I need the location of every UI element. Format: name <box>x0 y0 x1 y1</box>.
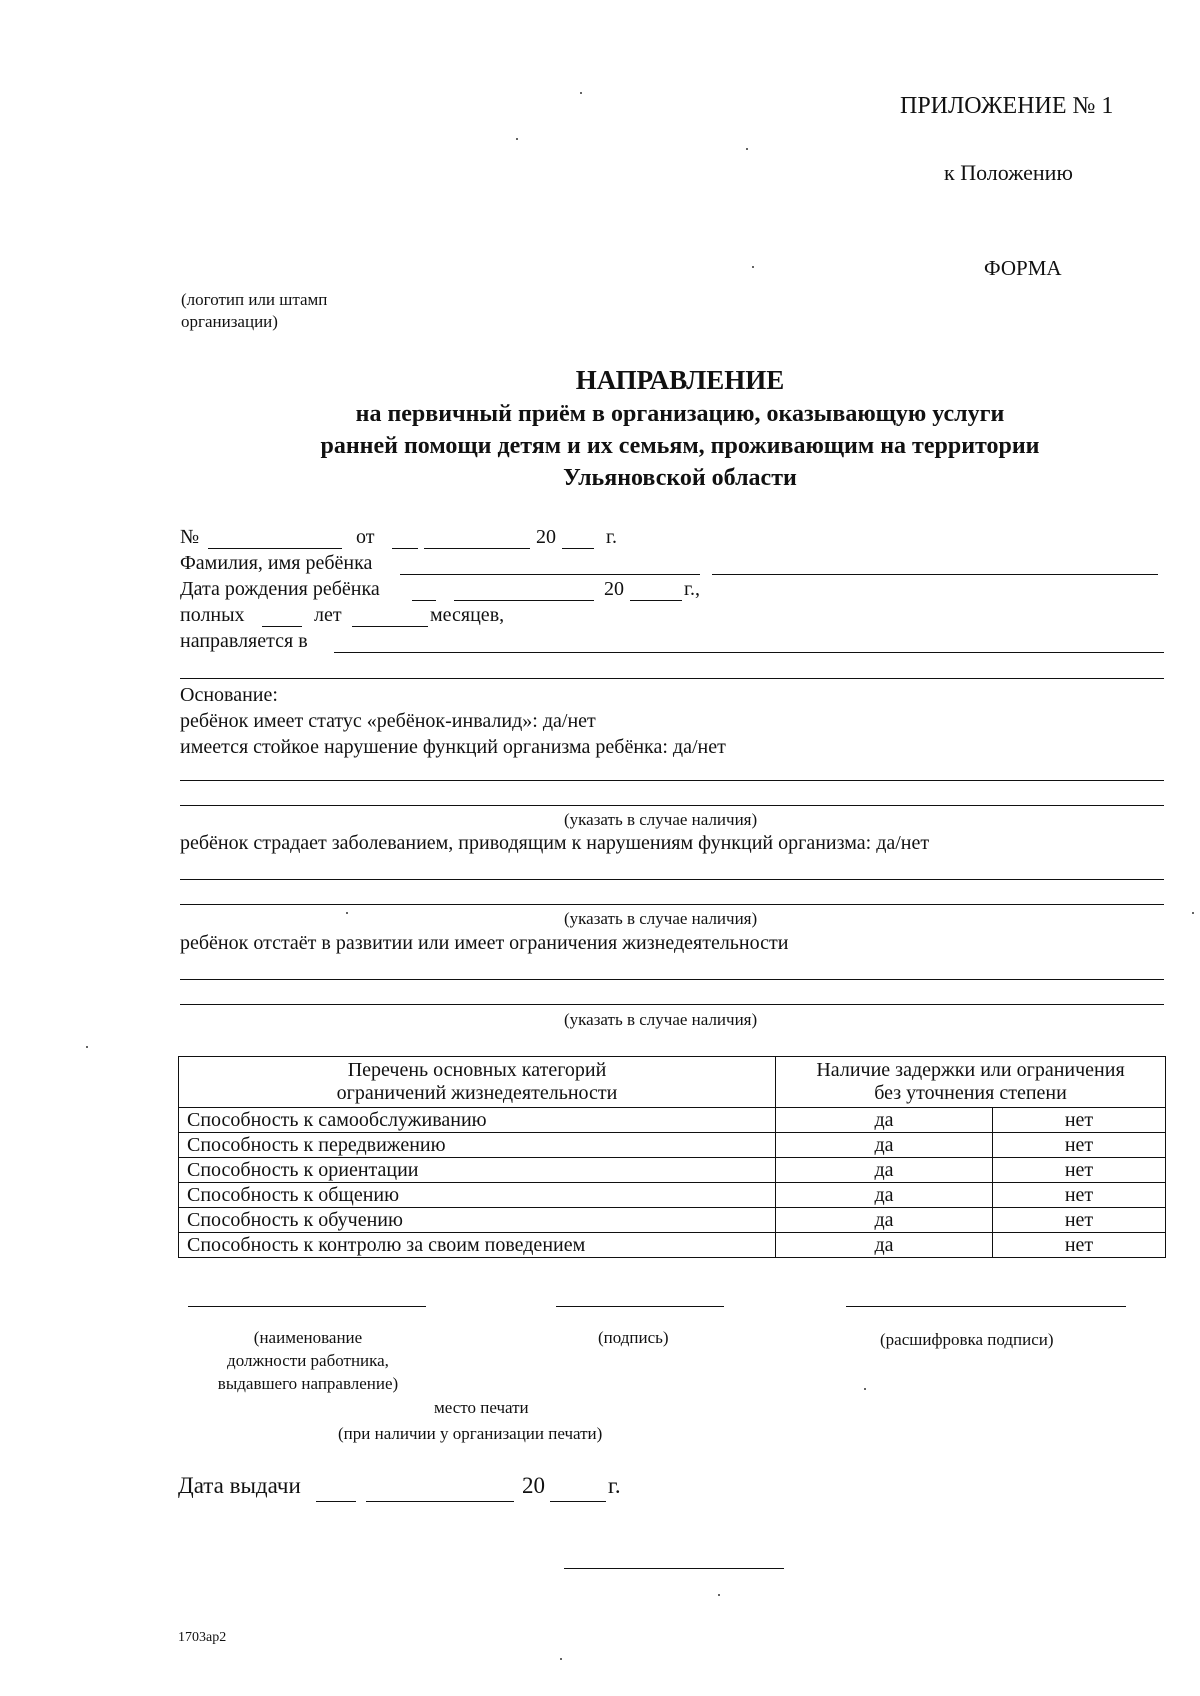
document-title: НАПРАВЛЕНИЕ <box>575 365 785 395</box>
number-label: № <box>180 526 200 548</box>
table-row <box>179 1158 1166 1183</box>
table-header-row <box>179 1057 1166 1108</box>
directed-label: направляется в <box>180 630 308 652</box>
position-caption-line3: выдавшего направление) <box>217 1374 399 1393</box>
birth-year-prefix: 20 <box>604 578 624 600</box>
development-field[interactable] <box>180 979 1164 980</box>
no-option[interactable]: нет <box>993 1208 1166 1233</box>
table-row <box>179 1133 1166 1158</box>
signature-decoding-field[interactable] <box>846 1306 1126 1307</box>
category-cell: Способность к передвижению <box>179 1133 776 1158</box>
yes-option[interactable]: да <box>776 1183 993 1208</box>
stamp-place: место печати <box>434 1398 529 1417</box>
regulation-reference: к Положению <box>944 160 1073 185</box>
col2-header-line1: Наличие задержки или ограничения <box>816 1059 1125 1081</box>
signature-caption: (подпись) <box>598 1328 669 1347</box>
position-caption-line2: должности работника, <box>227 1351 389 1370</box>
year-field[interactable] <box>562 548 594 549</box>
scan-speck <box>746 148 748 150</box>
no-option[interactable]: нет <box>993 1233 1166 1258</box>
full-label: полных <box>180 604 245 626</box>
months-label: месяцев, <box>430 604 505 626</box>
child-name-label: Фамилия, имя ребёнка <box>180 552 373 574</box>
years-label: лет <box>314 604 342 626</box>
category-cell: Способность к контролю за своим поведением <box>179 1233 776 1258</box>
col2-header-line2: без уточнения степени <box>874 1082 1067 1104</box>
specify-note-3: (указать в случае наличия) <box>564 1010 758 1029</box>
birth-month-field[interactable] <box>454 600 594 601</box>
document-code: 1703ар2 <box>178 1630 227 1645</box>
number-field[interactable] <box>208 548 342 549</box>
scan-speck <box>560 1658 562 1660</box>
title-line2: ранней помощи детям и их семьям, проживающим на территории <box>320 433 1040 459</box>
persistent-disorder: имеется стойкое нарушение функций организма ребёнка: да/нет <box>180 736 726 758</box>
directed-field[interactable] <box>334 652 1164 653</box>
table-row <box>179 1208 1166 1233</box>
yes-option[interactable]: да <box>776 1108 993 1133</box>
months-field[interactable] <box>352 626 428 627</box>
scan-speck <box>86 1046 88 1048</box>
scan-speck <box>1192 912 1194 914</box>
table-row <box>179 1183 1166 1208</box>
disease-field-2[interactable] <box>180 904 1164 905</box>
directed-field-2[interactable] <box>180 678 1164 679</box>
specify-note-2: (указать в случае наличия) <box>564 909 758 928</box>
issue-year-field[interactable] <box>550 1501 606 1502</box>
child-name-field[interactable] <box>400 574 700 575</box>
birth-year-suffix: г., <box>684 578 700 600</box>
scan-speck <box>718 1594 720 1596</box>
scan-speck <box>752 266 754 268</box>
yes-option[interactable]: да <box>776 1133 993 1158</box>
appendix-number: ПРИЛОЖЕНИЕ № 1 <box>900 93 1114 119</box>
title-line3: Ульяновской области <box>563 465 797 491</box>
logo-note-line2: организации) <box>181 312 278 331</box>
scan-speck <box>580 92 582 94</box>
no-option[interactable]: нет <box>993 1158 1166 1183</box>
issue-year-suffix: г. <box>608 1473 621 1498</box>
category-cell: Способность к самообслуживанию <box>179 1108 776 1133</box>
disabled-status: ребёнок имеет статус «ребёнок-инвалид»: да/нет <box>180 710 596 732</box>
development-statement: ребёнок отстаёт в развитии или имеет ограничения жизнедеятельности <box>180 932 789 954</box>
disorder-field-2[interactable] <box>180 805 1164 806</box>
form-label: ФОРМА <box>984 256 1062 280</box>
from-label: от <box>356 526 375 548</box>
yes-option[interactable]: да <box>776 1158 993 1183</box>
no-option[interactable]: нет <box>993 1183 1166 1208</box>
col1-header-line1: Перечень основных категорий <box>347 1059 607 1081</box>
issue-year-prefix: 20 <box>522 1473 545 1498</box>
yes-option[interactable]: да <box>776 1208 993 1233</box>
col1-header-line2: ограничений жизнедеятельности <box>336 1082 618 1104</box>
birth-date-label-text: Дата рождения ребёнка <box>180 578 380 600</box>
table-header-categories <box>179 1057 776 1108</box>
year-prefix: 20 <box>536 526 556 548</box>
logo-note-line1: (логотип или штамп <box>181 290 328 309</box>
category-cell: Способность к ориентации <box>179 1158 776 1183</box>
yes-option[interactable]: да <box>776 1233 993 1258</box>
issue-day-field[interactable] <box>316 1501 356 1502</box>
position-field[interactable] <box>188 1306 426 1307</box>
table-row <box>179 1108 1166 1133</box>
years-field[interactable] <box>262 626 302 627</box>
no-option[interactable]: нет <box>993 1133 1166 1158</box>
basis-label: Основание: <box>180 684 278 706</box>
table-row <box>179 1233 1166 1258</box>
specify-note-1: (указать в случае наличия) <box>564 810 758 829</box>
issue-date-label: Дата выдачи <box>178 1473 301 1498</box>
disease-statement: ребёнок страдает заболеванием, приводящим к нарушениям функций организма: да/нет <box>180 832 930 854</box>
birth-day-field[interactable] <box>412 600 436 601</box>
signature-field[interactable] <box>556 1306 724 1307</box>
disorder-field[interactable] <box>180 780 1164 781</box>
decoding-caption: (расшифровка подписи) <box>880 1330 1054 1349</box>
child-name-field-2[interactable] <box>712 574 1158 575</box>
disease-field[interactable] <box>180 879 1164 880</box>
category-cell: Способность к общению <box>179 1183 776 1208</box>
stamp-note: (при наличии у организации печати) <box>338 1424 603 1443</box>
day-field[interactable] <box>392 548 418 549</box>
year-suffix: г. <box>606 526 617 548</box>
title-line1: на первичный приём в организацию, оказывающую услуги <box>355 401 1005 427</box>
position-caption-line1: (наименование <box>253 1328 363 1347</box>
category-cell: Способность к обучению <box>179 1208 776 1233</box>
scan-speck <box>864 1388 866 1390</box>
limitations-table <box>178 1056 1166 1258</box>
no-option[interactable]: нет <box>993 1108 1166 1133</box>
scan-speck <box>346 912 348 914</box>
development-field-2[interactable] <box>180 1004 1164 1005</box>
month-field[interactable] <box>424 548 530 549</box>
scan-speck <box>516 138 518 140</box>
birth-year-field[interactable] <box>630 600 682 601</box>
issue-month-field[interactable] <box>366 1501 514 1502</box>
table-header-presence <box>776 1057 1166 1108</box>
issuer-signature-field[interactable] <box>564 1568 784 1569</box>
